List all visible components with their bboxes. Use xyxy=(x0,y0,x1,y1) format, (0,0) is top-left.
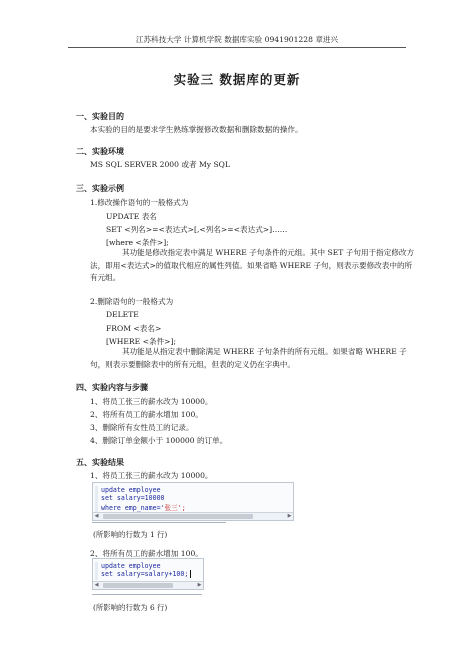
section-heading-steps: 四、实验内容与步骤 xyxy=(76,383,148,392)
horizontal-scrollbar[interactable] xyxy=(93,512,293,520)
header-divider xyxy=(68,47,406,48)
rows-affected-message-2: (所影响的行数为 6 行) xyxy=(93,603,168,612)
code-line-where xyxy=(101,502,186,512)
delete-syntax-line: DELETE xyxy=(106,310,139,319)
update-syntax-line: [where <条件>]; xyxy=(106,238,169,247)
result-caption-2: 2、将所有员工的薪水增加 100。 xyxy=(90,549,203,558)
section-heading-environment: 二、实验环境 xyxy=(76,147,124,156)
step-item: 2、将所有员工的薪水增加 100。 xyxy=(90,410,203,419)
code-line: set salary=10000 xyxy=(101,494,165,502)
section-heading-purpose: 一、实验目的 xyxy=(76,112,124,121)
delete-syntax-title: 2.删除语句的一般格式为 xyxy=(90,297,174,306)
rows-affected-message-1: (所影响的行数为 1 行) xyxy=(93,530,168,539)
step-item: 4、删除订单金额小于 100000 的订单。 xyxy=(90,436,228,445)
text-cursor xyxy=(190,570,191,578)
scrollbar-thumb[interactable] xyxy=(103,514,253,519)
scroll-left-icon[interactable]: ◀ xyxy=(94,513,99,519)
step-item: 3、删除所有女性员工的记录。 xyxy=(90,423,194,432)
update-syntax-title: 1.修改操作语句的一般格式为 xyxy=(90,198,189,207)
page-header: 江苏科技大学 计算机学院 数据库实验 0941901228 章进兴 xyxy=(135,35,339,44)
code-line: set salary=salary+100; xyxy=(101,570,189,578)
section-body-environment: MS SQL SERVER 2000 或者 My SQL xyxy=(90,160,230,169)
delete-description: 其功能是从指定表中删除满足 WHERE 子句条件的所有元组。如果省略 WHERE 子句，则表示要删除表中的所有元组，但表的定义仍在字典中。 xyxy=(90,347,407,369)
editor-margin xyxy=(95,562,98,580)
scrollbar-thumb[interactable] xyxy=(103,583,173,588)
scroll-left-icon[interactable]: ◀ xyxy=(94,582,99,588)
delete-syntax-line: [WHERE <条件>]; xyxy=(106,337,177,346)
code-string: 张三 xyxy=(164,504,178,512)
code-line: update employee xyxy=(101,486,161,494)
step-item: 1、将员工张三的薪水改为 10000。 xyxy=(90,397,213,406)
query-editor-1[interactable] xyxy=(92,482,294,521)
scroll-right-icon[interactable]: ▶ xyxy=(197,582,202,588)
update-syntax-line: SET <列名>=<表达式>[,<列名>=<表达式>]…… xyxy=(106,225,288,234)
section-heading-examples: 三、实验示例 xyxy=(76,184,124,193)
section-heading-results: 五、实验结果 xyxy=(76,458,124,467)
result-caption-1: 1、将员工张三的薪水改为 10000。 xyxy=(90,471,213,480)
results-divider xyxy=(92,594,202,595)
section-body-purpose: 本实验的目的是要求学生熟练掌握修改数据和删除数据的操作。 xyxy=(90,125,303,134)
code-text: where emp_name=' xyxy=(101,504,165,512)
editor-margin xyxy=(95,486,98,512)
scroll-right-icon[interactable]: ▶ xyxy=(287,513,292,519)
query-editor-2[interactable] xyxy=(92,558,204,590)
code-string-end: '; xyxy=(177,504,186,512)
code-line: update employee xyxy=(101,562,161,570)
results-divider xyxy=(92,522,226,523)
horizontal-scrollbar[interactable] xyxy=(93,581,203,589)
delete-syntax-line: FROM <表名> xyxy=(106,324,162,333)
update-description: 其功能是修改指定表中满足 WHERE 子句条件的元组。其中 SET 子句用于指定修改方法，即用<表达式>的值取代相应的属性列值。如果省略 WHERE 子句，则表示要修改表中的所有元组。 xyxy=(90,248,415,282)
update-syntax-line: UPDATE 表名 xyxy=(106,212,157,221)
page-title: 实验三 数据库的更新 xyxy=(173,72,301,87)
